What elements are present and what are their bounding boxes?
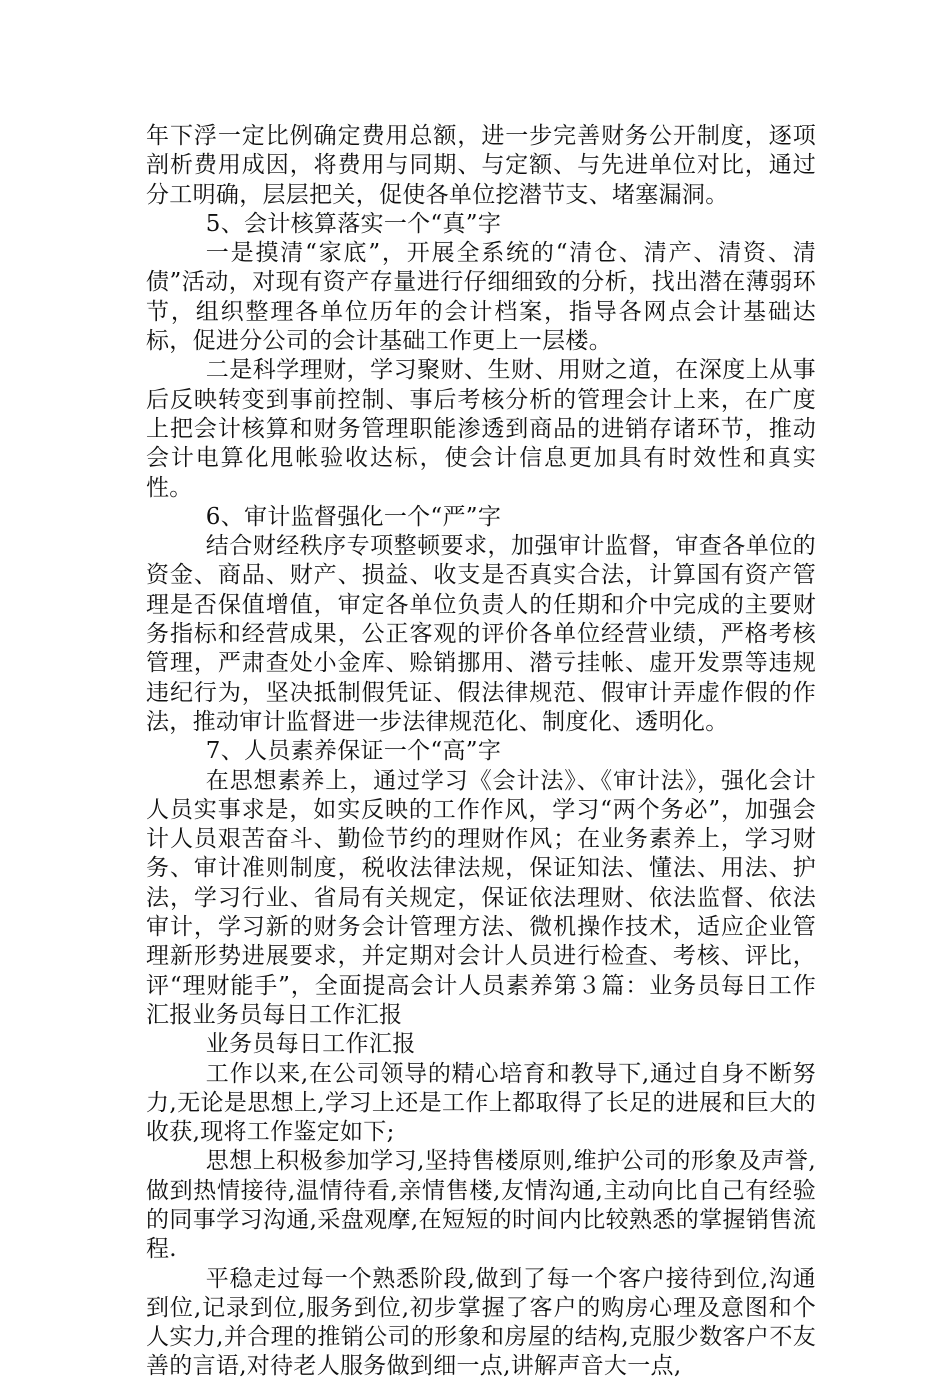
report-title: 业务员每日工作汇报 bbox=[205, 1031, 416, 1058]
paragraph: 工作以来,在公司领导的精心培育和教导下,通过自身不断努力,无论是思想上,学习上还是工作上都取得了长足的进展和巨大的收获,现将工作鉴定如下; bbox=[146, 1060, 816, 1146]
paragraph: 结合财经秩序专项整顿要求，加强审计监督，审查各单位的资金、商品、财产、损益、收支是否真实合法，计算国有资产管理是否保值增值，审定各单位负责人的任期和介中完成的主要财务指标和经营成果，公正客观的评价各单位经营业绩，严格考核管理，严肃查处小金库、赊销挪用、潜亏挂帐、虚开发票等违规违纪行为，坚决抵制假凭证、假法律规范、假审计弄虚作假的作法，推动审计监督进一步法律规范化、制度化、透明化。 bbox=[146, 533, 816, 735]
section-heading-6: 6、审计监督强化一个“严”字 bbox=[205, 503, 502, 530]
paragraph: 二是科学理财，学习聚财、生财、用财之道，在深度上从事后反映转变到事前控制、事后考核分析的管理会计上来，在广度上把会计核算和财务管理职能渗透到商品的进销存诸环节，推动会计电算化甩帐验收达标，使会计信息更加具有时效性和真实性。 bbox=[146, 357, 816, 501]
section-heading-7: 7、人员素养保证一个“高”字 bbox=[205, 738, 502, 765]
section-heading-5: 5、会计核算落实一个“真”字 bbox=[205, 210, 502, 237]
paragraph: 平稳走过每一个熟悉阶段,做到了每一个客户接待到位,沟通到位,记录到位,服务到位,初步掌握了客户的购房心理及意图和个人实力,并合理的推销公司的形象和房屋的结构,克服少数客户不友善的言语,对待老人服务做到细一点,讲解声音大一点, bbox=[146, 1265, 816, 1380]
paragraph: 一是摸清“家底”，开展全系统的“清仓、清产、清资、清债”活动，对现有资产存量进行仔细细致的分析，找出潜在薄弱环节，组织整理各单位历年的会计档案，指导各网点会计基础达标，促进分公司的会计基础工作更上一层楼。 bbox=[146, 240, 816, 355]
paragraph: 在思想素养上，通过学习《会计法》、《审计法》，强化会计人员实事求是，如实反映的工作作风，学习“两个务必”，加强会计人员艰苦奋斗、勤俭节约的理财作风；在业务素养上，学习财务、审计准则制度，税收法律法规，保证知法、懂法、用法、护法，学习行业、省局有关规定，保证依法理财、依法监督、依法审计，学习新的财务会计管理方法、微机操作技术，适应企业管理新形势进展要求，并定期对会计人员进行检查、考核、评比，评“理财能手”，全面提高会计人员素养第３篇：业务员每日工作汇报业务员每日工作汇报 bbox=[146, 767, 816, 1028]
paragraph-continuation: 年下浮一定比例确定费用总额，进一步完善财务公开制度，逐项剖析费用成因，将费用与同期、与定额、与先进单位对比，通过分工明确，层层把关，促使各单位挖潜节支、堵塞漏洞。 bbox=[146, 123, 816, 208]
document-body bbox=[146, 122, 816, 1382]
paragraph: 思想上积极参加学习,坚持售楼原则,维护公司的形象及声誉,做到热情接待,温情待看,亲情售楼,友情沟通,主动向比自己有经验的同事学习沟通,采盘观摩,在短短的时间内比较熟悉的掌握销售流程. bbox=[146, 1148, 816, 1263]
